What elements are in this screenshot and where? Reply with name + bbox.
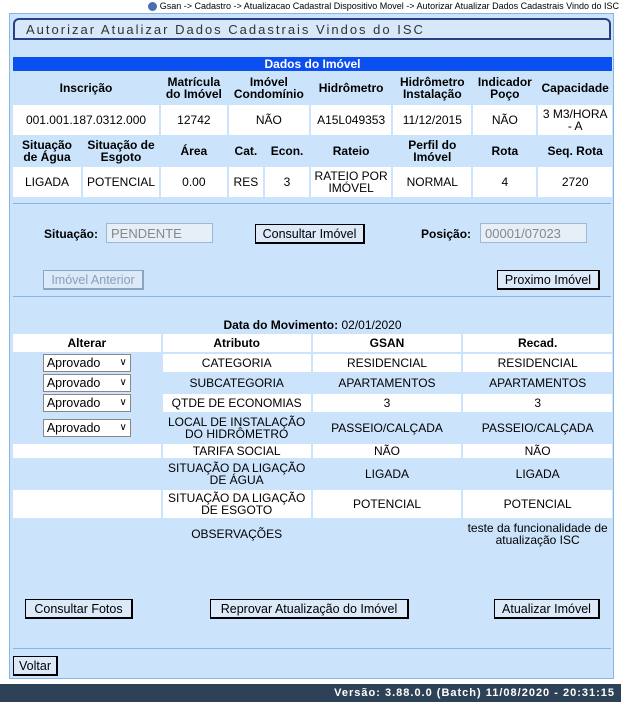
- header-seq-rota: Seq. Rota: [538, 137, 612, 165]
- table-row: [13, 354, 612, 372]
- breadcrumb-text[interactable]: Gsan -> Cadastro -> Atualizacao Cadastral Dispositivo Movel -> Autorizar Atualizar Dados Cadastrais Vindo do ISC: [159, 1, 619, 11]
- consultar-imovel-button[interactable]: Consultar Imóvel: [255, 224, 365, 244]
- value-cat: RES: [229, 167, 263, 197]
- value-matricula: 12742: [161, 105, 227, 135]
- table-row: [13, 460, 612, 488]
- alterar-cell: [13, 414, 161, 442]
- reprovar-atualizacao-button[interactable]: Reprovar Atualização do Imóvel: [210, 599, 409, 619]
- version-footer: [0, 684, 621, 702]
- alterar-select[interactable]: Aprovado ∨: [43, 374, 131, 392]
- header-econ: Econ.: [265, 137, 309, 165]
- value-perfil: NORMAL: [393, 167, 471, 197]
- chevron-down-icon: ∨: [119, 422, 127, 433]
- header-condominio: Imóvel Condomínio: [229, 73, 309, 103]
- value-indicador-poco: NÃO: [473, 105, 536, 135]
- chevron-down-icon: ∨: [119, 357, 127, 368]
- value-situacao-esgoto: POTENCIAL: [83, 167, 159, 197]
- atributo-cell: SUBCATEGORIA: [163, 374, 311, 392]
- alterar-select[interactable]: Aprovado ∨: [43, 394, 131, 412]
- divider: [13, 203, 611, 204]
- atualizar-imovel-button[interactable]: Atualizar Imóvel: [494, 599, 600, 619]
- posicao-label: Posição:: [421, 227, 472, 241]
- alterar-cell: [13, 444, 161, 458]
- gsan-logo-icon: [148, 2, 157, 11]
- divider: [13, 296, 611, 297]
- col-gsan: GSAN: [313, 334, 462, 352]
- table-row: [13, 490, 612, 518]
- movimento-date: 02/01/2020: [341, 318, 402, 332]
- table-row: [13, 374, 612, 392]
- header-area: Área: [161, 137, 227, 165]
- chevron-down-icon: ∨: [119, 397, 127, 408]
- header-capacidade: Capacidade: [538, 73, 612, 103]
- alterar-cell: [13, 460, 161, 488]
- value-econ: 3: [265, 167, 309, 197]
- atributo-cell: SITUAÇÃO DA LIGAÇÃO DE ÁGUA: [163, 460, 311, 488]
- header-hidrometro: Hidrômetro: [311, 73, 391, 103]
- imovel-anterior-button[interactable]: Imóvel Anterior: [43, 270, 144, 290]
- atributo-cell: OBSERVAÇÕES: [163, 520, 311, 548]
- table-row: [13, 414, 612, 442]
- header-matricula: Matrícula do Imóvel: [161, 73, 227, 103]
- alterar-select[interactable]: Aprovado ∨: [43, 419, 131, 437]
- imovel-table: [11, 55, 614, 199]
- col-atributo: Atributo: [163, 334, 311, 352]
- recad-cell: 3: [463, 394, 612, 412]
- recad-cell: PASSEIO/CALÇADA: [463, 414, 612, 442]
- header-perfil: Perfil do Imóvel: [393, 137, 471, 165]
- situacao-field[interactable]: PENDENTE: [106, 223, 213, 243]
- value-seq-rota: 2720: [538, 167, 612, 197]
- movimento-date-row: [13, 318, 612, 332]
- value-rateio: RATEIO POR IMÓVEL: [311, 167, 391, 197]
- value-hidrometro-instalacao: 11/12/2015: [393, 105, 471, 135]
- chevron-down-icon: ∨: [119, 377, 127, 388]
- alterar-cell: [13, 520, 161, 548]
- header-cat: Cat.: [229, 137, 263, 165]
- recad-cell: POTENCIAL: [463, 490, 612, 518]
- atributo-cell: LOCAL DE INSTALAÇÃO DO HIDRÔMETRO: [163, 414, 311, 442]
- imovel-section-title: Dados do Imóvel: [13, 57, 612, 71]
- gsan-cell: 3: [313, 394, 462, 412]
- value-capacidade: 3 M3/HORA - A: [538, 105, 612, 135]
- value-hidrometro: A15L049353: [311, 105, 391, 135]
- alterar-select[interactable]: Aprovado ∨: [43, 354, 131, 372]
- atributo-cell: CATEGORIA: [163, 354, 311, 372]
- page-title-bar: [13, 18, 611, 40]
- recad-cell: NÃO: [463, 444, 612, 458]
- movimento-date-label: Data do Movimento:: [223, 318, 339, 332]
- value-situacao-agua: LIGADA: [13, 167, 81, 197]
- posicao-field[interactable]: 00001/07023: [480, 223, 587, 243]
- value-inscricao: 001.001.187.0312.000: [13, 105, 159, 135]
- header-situacao-agua: Situação de Água: [13, 137, 81, 165]
- version-text: Versão: 3.88.0.0 (Batch) 11/08/2020 - 20:31:15: [334, 687, 615, 699]
- gsan-cell: NÃO: [313, 444, 462, 458]
- table-row: [13, 394, 612, 412]
- alterar-cell: [13, 394, 161, 412]
- breadcrumb: [0, 0, 621, 12]
- table-row: [13, 520, 612, 548]
- gsan-cell: POTENCIAL: [313, 490, 462, 518]
- header-indicador-poco: Indicador Poço: [473, 73, 536, 103]
- value-condominio: NÃO: [229, 105, 309, 135]
- recad-cell: LIGADA: [463, 460, 612, 488]
- atributo-cell: SITUAÇÃO DA LIGAÇÃO DE ESGOTO: [163, 490, 311, 518]
- alterar-cell: [13, 490, 161, 518]
- page-title: Autorizar Atualizar Dados Cadastrais Vindos do ISC: [26, 22, 425, 37]
- col-alterar: Alterar: [13, 334, 161, 352]
- movimento-table: [11, 316, 614, 550]
- alterar-cell: [13, 374, 161, 392]
- recad-cell: APARTAMENTOS: [463, 374, 612, 392]
- value-area: 0.00: [161, 167, 227, 197]
- consultar-fotos-button[interactable]: Consultar Fotos: [25, 599, 133, 619]
- header-rota: Rota: [473, 137, 536, 165]
- gsan-cell: APARTAMENTOS: [313, 374, 462, 392]
- divider: [13, 648, 611, 649]
- gsan-cell: LIGADA: [313, 460, 462, 488]
- header-situacao-esgoto: Situação de Esgoto: [83, 137, 159, 165]
- proximo-imovel-button[interactable]: Proximo Imóvel: [497, 270, 600, 290]
- alterar-cell: [13, 354, 161, 372]
- atributo-cell: TARIFA SOCIAL: [163, 444, 311, 458]
- col-recad: Recad.: [463, 334, 612, 352]
- gsan-cell: RESIDENCIAL: [313, 354, 462, 372]
- header-hidrometro-instalacao: Hidrômetro Instalação: [393, 73, 471, 103]
- header-inscricao: Inscrição: [13, 73, 159, 103]
- header-rateio: Rateio: [311, 137, 391, 165]
- situacao-label: Situação:: [44, 227, 99, 241]
- recad-cell: RESIDENCIAL: [463, 354, 612, 372]
- gsan-cell: [313, 520, 462, 548]
- recad-cell: teste da funcionalidade de atualização ISC: [463, 520, 612, 548]
- table-row: [13, 444, 612, 458]
- atributo-cell: QTDE DE ECONOMIAS: [163, 394, 311, 412]
- value-rota: 4: [473, 167, 536, 197]
- voltar-button[interactable]: Voltar: [13, 656, 58, 676]
- gsan-cell: PASSEIO/CALÇADA: [313, 414, 462, 442]
